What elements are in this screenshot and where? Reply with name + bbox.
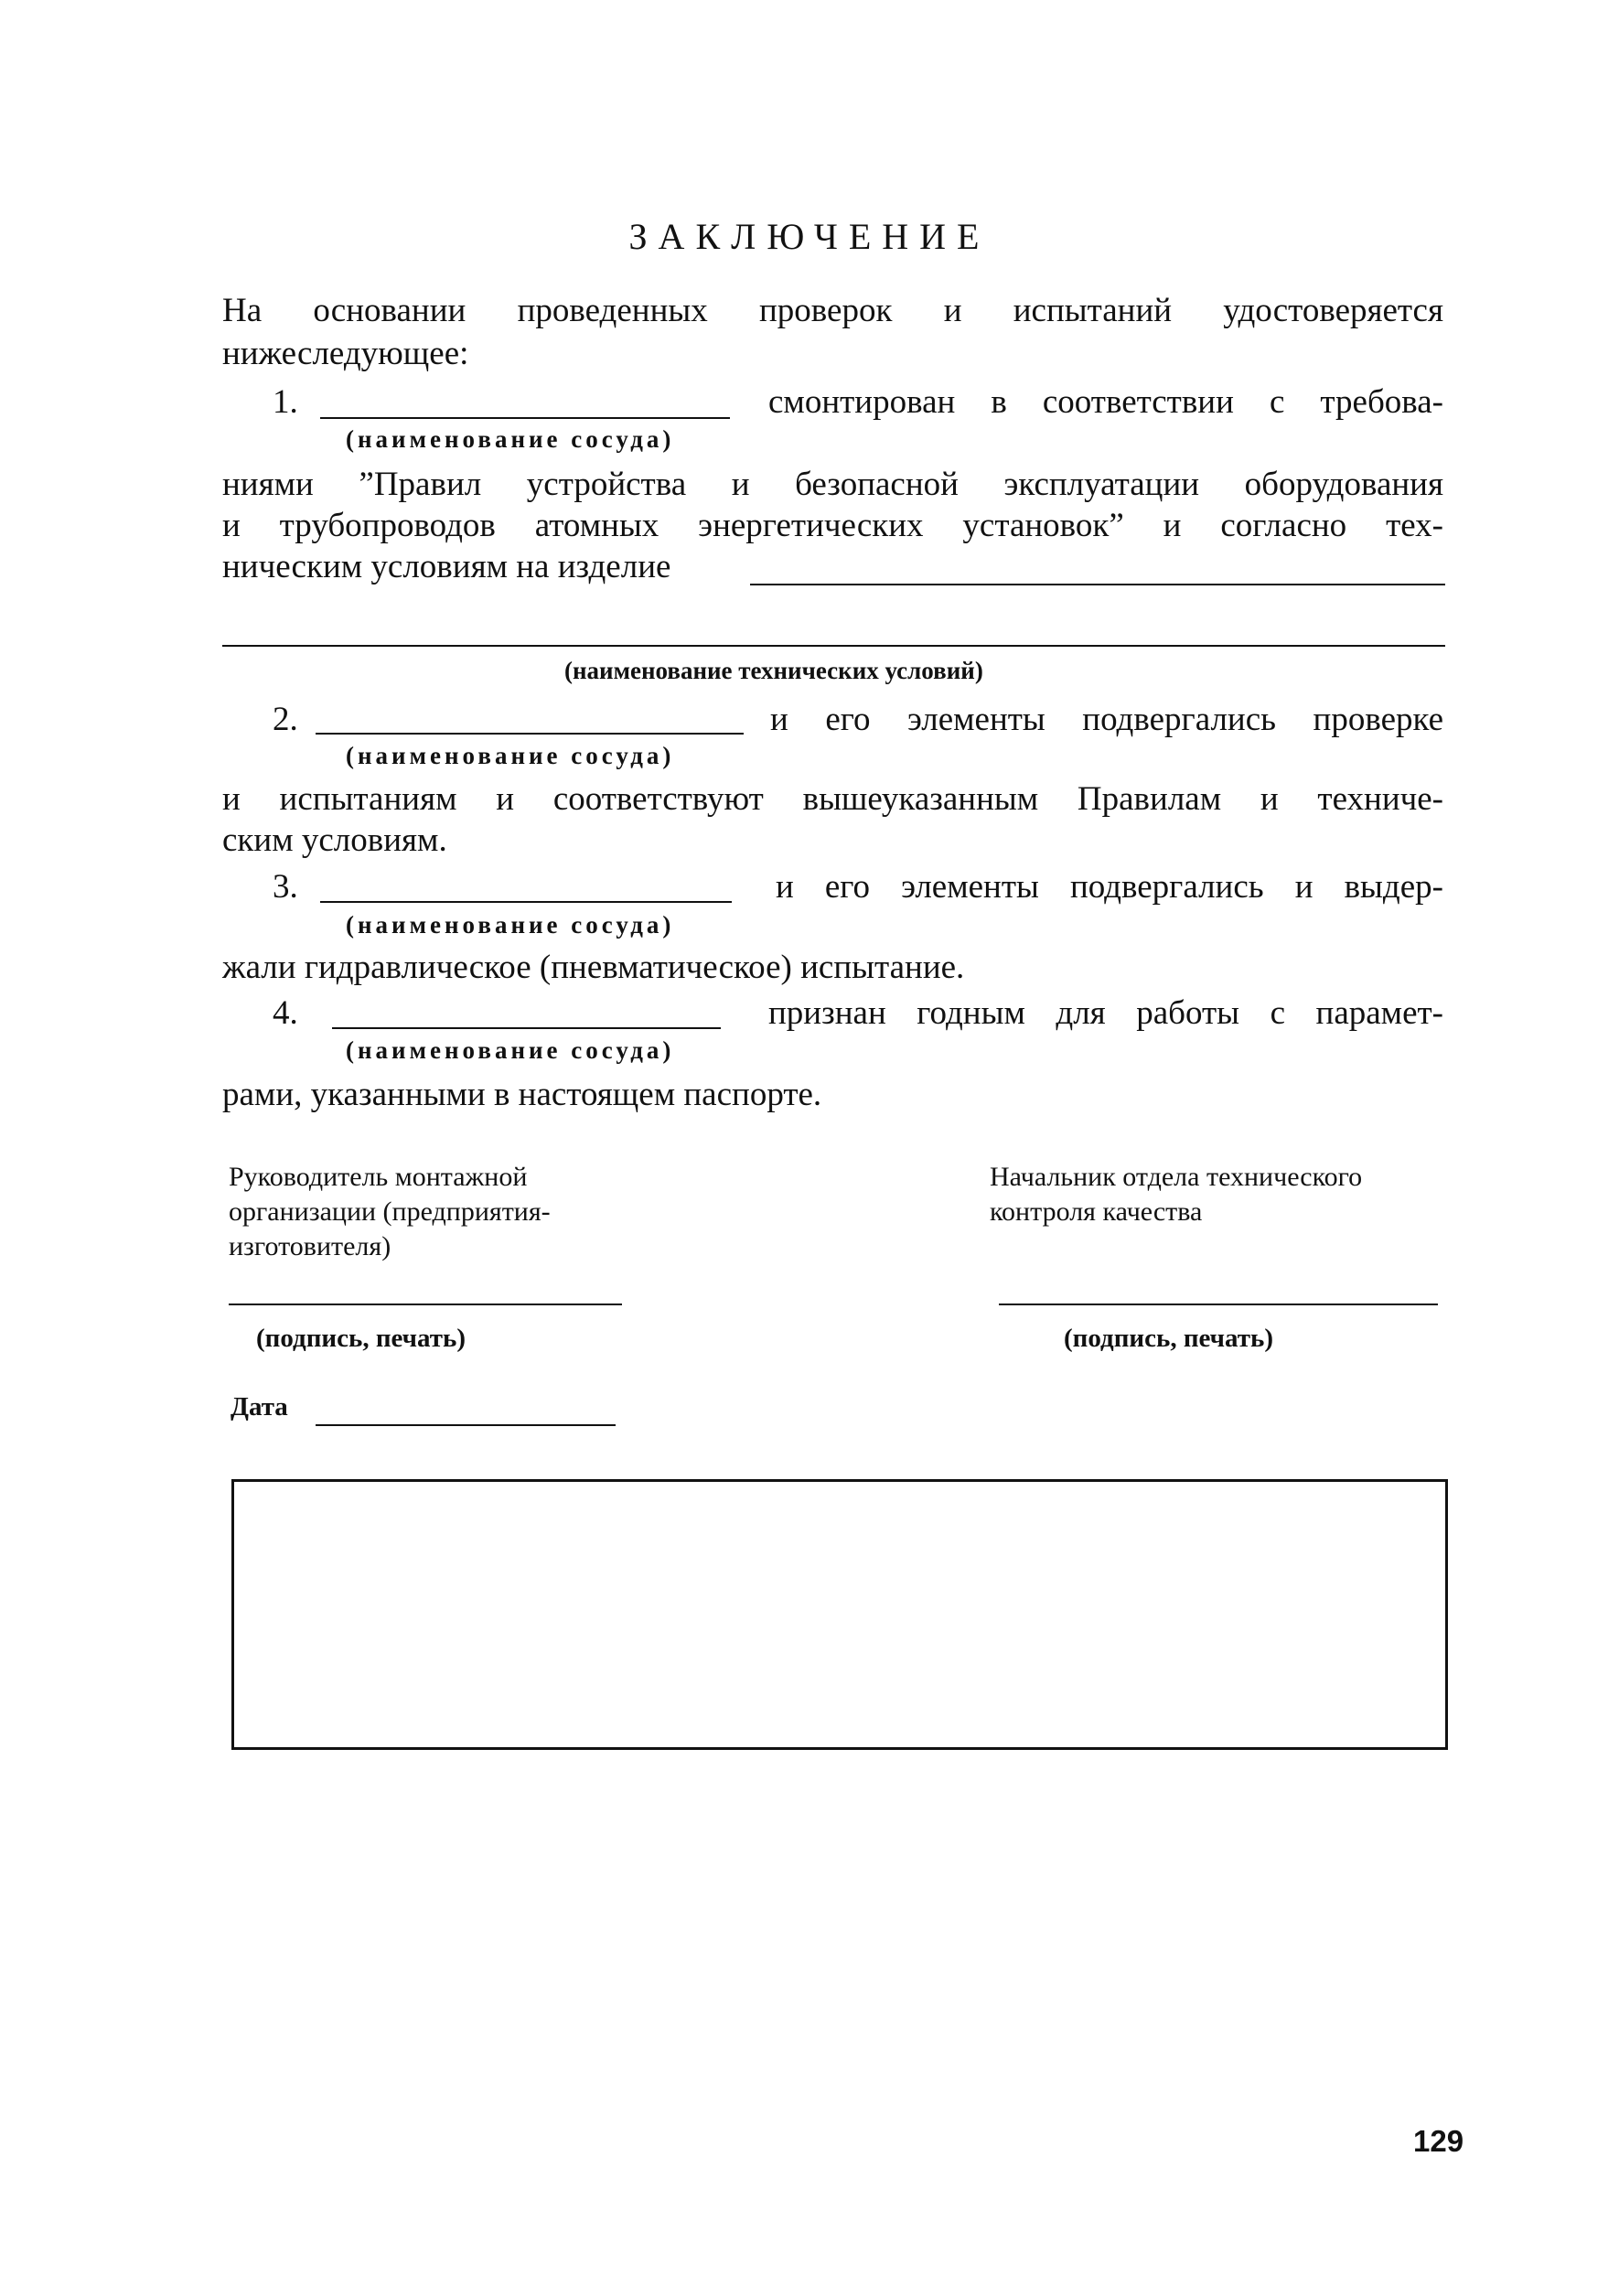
- item4-text: признан годным для работы с парамет-: [768, 994, 1443, 1032]
- left-signatory-title: Руководитель монтажной организации (предприятия-изготовителя): [229, 1162, 551, 1261]
- item3-number: 3.: [273, 868, 298, 906]
- item4-vessel-blank[interactable]: [332, 1027, 721, 1029]
- item2-line-3: ским условиям.: [222, 821, 447, 859]
- intro-line-2: нижеследующее:: [222, 335, 469, 372]
- right-signatory-title: Начальник отдела технического контроля качества: [990, 1162, 1363, 1227]
- item1-line-2: ниями ”Правил устройства и безопасной эксплуатации оборудования: [222, 466, 1443, 503]
- item2-text: и его элементы подвергались проверке: [770, 701, 1443, 738]
- item1-tech-caption: (наименование технических условий): [564, 657, 983, 684]
- intro-line-1: На основании проведенных проверок и испытаний удостоверяется: [222, 292, 1443, 329]
- page-title: ЗАКЛЮЧЕНИЕ: [628, 216, 991, 257]
- stamp-box: [231, 1479, 1448, 1750]
- item2-number: 2.: [273, 701, 298, 738]
- item2-line-2: и испытаниям и соответствуют вышеуказанным Правилам и техниче-: [222, 780, 1443, 818]
- right-signature-caption: (подпись, печать): [1064, 1324, 1274, 1353]
- item4-caption: (наименование сосуда): [346, 1036, 675, 1064]
- item1-tech-conditions-blank[interactable]: [222, 645, 1445, 647]
- item4-number: 4.: [273, 994, 298, 1032]
- left-signature-caption: (подпись, печать): [256, 1324, 466, 1353]
- item1-line-4: ническим условиям на изделие: [222, 548, 671, 585]
- item2-vessel-blank[interactable]: [316, 733, 744, 735]
- item1-text: смонтирован в соответствии с требова-: [768, 383, 1443, 421]
- page-number: 129: [1413, 2124, 1464, 2158]
- item3-vessel-blank[interactable]: [320, 901, 732, 903]
- item3-line-2: жали гидравлическое (пневматическое) испытание.: [222, 949, 965, 986]
- item2-caption: (наименование сосуда): [346, 742, 675, 769]
- date-label: Дата: [231, 1392, 288, 1422]
- item1-line-3: и трубопроводов атомных энергетических установок” и согласно тех-: [222, 507, 1443, 544]
- item1-number: 1.: [273, 383, 298, 421]
- right-signature-blank[interactable]: [999, 1304, 1438, 1305]
- left-signature-blank[interactable]: [229, 1304, 622, 1305]
- item4-line-2: рами, указанными в настоящем паспорте.: [222, 1076, 822, 1113]
- item1-product-blank[interactable]: [750, 584, 1445, 585]
- item1-caption: (наименование сосуда): [346, 425, 675, 453]
- item1-vessel-blank[interactable]: [320, 417, 730, 419]
- item3-caption: (наименование сосуда): [346, 911, 675, 939]
- date-blank[interactable]: [316, 1424, 616, 1426]
- item3-text: и его элементы подвергались и выдер-: [776, 868, 1443, 906]
